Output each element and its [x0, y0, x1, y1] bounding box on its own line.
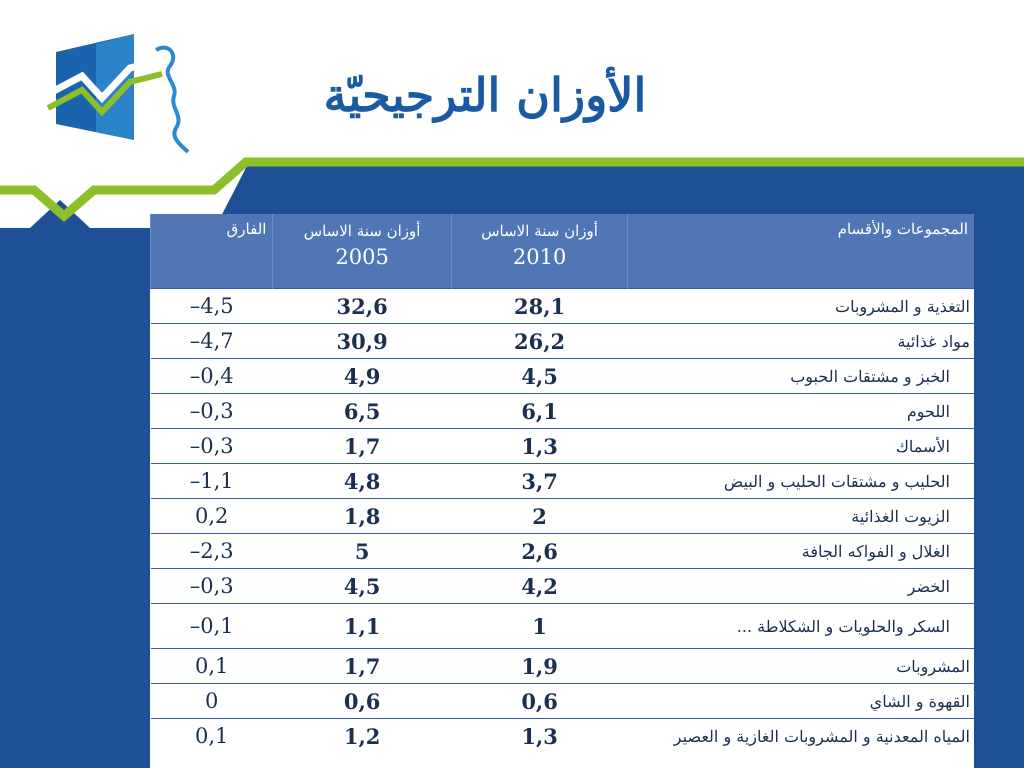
row-difference: –0,3 — [151, 429, 273, 464]
table-row — [151, 499, 975, 534]
row-weight-2005: 4,9 — [273, 359, 451, 394]
row-difference: –2,3 — [151, 534, 273, 569]
row-difference: –4,7 — [151, 324, 273, 359]
table-row — [151, 324, 975, 359]
header-weights-2010 — [451, 214, 628, 289]
header-weights-2005-year: 2005 — [335, 245, 389, 269]
row-weight-2005: 1,1 — [273, 604, 451, 649]
row-weight-2010: 28,1 — [451, 289, 628, 324]
row-weight-2010: 2,6 — [451, 534, 628, 569]
page-title: الأوزان الترجيحيّة — [323, 68, 647, 122]
table-header-row — [151, 214, 975, 289]
row-weight-2005: 5 — [273, 534, 451, 569]
table-row — [151, 569, 975, 604]
row-difference: –0,3 — [151, 569, 273, 604]
table-row — [151, 464, 975, 499]
row-difference: 0,1 — [151, 719, 273, 754]
row-category: الأسماك — [628, 429, 974, 464]
table-row — [151, 604, 975, 649]
weights-table — [150, 214, 974, 768]
row-category: الغلال و الفواكه الجافة — [628, 534, 974, 569]
table-row — [151, 429, 975, 464]
header-weights-2010-label: أوزان سنة الاساس — [481, 222, 598, 240]
row-category: السكر والحلويات و الشكلاطة ... — [628, 604, 974, 649]
header-weights-2005 — [273, 214, 451, 289]
row-weight-2005: 1,2 — [273, 719, 451, 754]
row-category: الخضر — [628, 569, 974, 604]
header-category: المجموعات والأقسام — [628, 214, 974, 289]
row-weight-2005: 1,7 — [273, 649, 451, 684]
row-weight-2010: 26,2 — [451, 324, 628, 359]
row-category: المشروبات — [628, 649, 974, 684]
row-weight-2005: 4,8 — [273, 464, 451, 499]
row-difference: 0,2 — [151, 499, 273, 534]
row-category: الخبز و مشتقات الحبوب — [628, 359, 974, 394]
table-row — [151, 394, 975, 429]
row-difference: –0,3 — [151, 394, 273, 429]
row-category: مواد غذائية — [628, 324, 974, 359]
row-weight-2005: 32,6 — [273, 289, 451, 324]
table-row — [151, 534, 975, 569]
row-weight-2010: 4,5 — [451, 359, 628, 394]
row-weight-2010: 4,2 — [451, 569, 628, 604]
table-row — [151, 359, 975, 394]
row-difference: –1,1 — [151, 464, 273, 499]
slide-header — [0, 0, 1024, 168]
table-row — [151, 289, 975, 324]
row-category: المياه المعدنية و المشروبات الغازية و العصير — [628, 719, 974, 754]
row-weight-2010: 2 — [451, 499, 628, 534]
table — [150, 214, 974, 753]
row-difference: 0 — [151, 684, 273, 719]
row-difference: –4,5 — [151, 289, 273, 324]
row-weight-2010: 6,1 — [451, 394, 628, 429]
row-weight-2010: 0,6 — [451, 684, 628, 719]
row-weight-2005: 4,5 — [273, 569, 451, 604]
table-row — [151, 719, 975, 754]
row-weight-2010: 1 — [451, 604, 628, 649]
row-weight-2005: 1,7 — [273, 429, 451, 464]
row-difference: –0,4 — [151, 359, 273, 394]
row-category: الزيوت الغذائية — [628, 499, 974, 534]
row-difference: 0,1 — [151, 649, 273, 684]
row-category: الحليب و مشتقات الحليب و البيض — [628, 464, 974, 499]
row-weight-2010: 3,7 — [451, 464, 628, 499]
row-weight-2005: 1,8 — [273, 499, 451, 534]
row-difference: –0,1 — [151, 604, 273, 649]
logo-icon — [38, 32, 198, 157]
row-weight-2010: 1,3 — [451, 719, 628, 754]
row-weight-2010: 1,9 — [451, 649, 628, 684]
table-row — [151, 649, 975, 684]
row-category: القهوة و الشاي — [628, 684, 974, 719]
table-row — [151, 684, 975, 719]
row-weight-2005: 0,6 — [273, 684, 451, 719]
row-weight-2005: 30,9 — [273, 324, 451, 359]
header-difference: الفارق — [151, 214, 273, 289]
row-weight-2010: 1,3 — [451, 429, 628, 464]
row-category: التغذية و المشروبات — [628, 289, 974, 324]
header-weights-2005-label: أوزان سنة الاساس — [303, 222, 421, 240]
row-weight-2005: 6,5 — [273, 394, 451, 429]
header-weights-2010-year: 2010 — [512, 245, 567, 269]
row-category: اللحوم — [628, 394, 974, 429]
